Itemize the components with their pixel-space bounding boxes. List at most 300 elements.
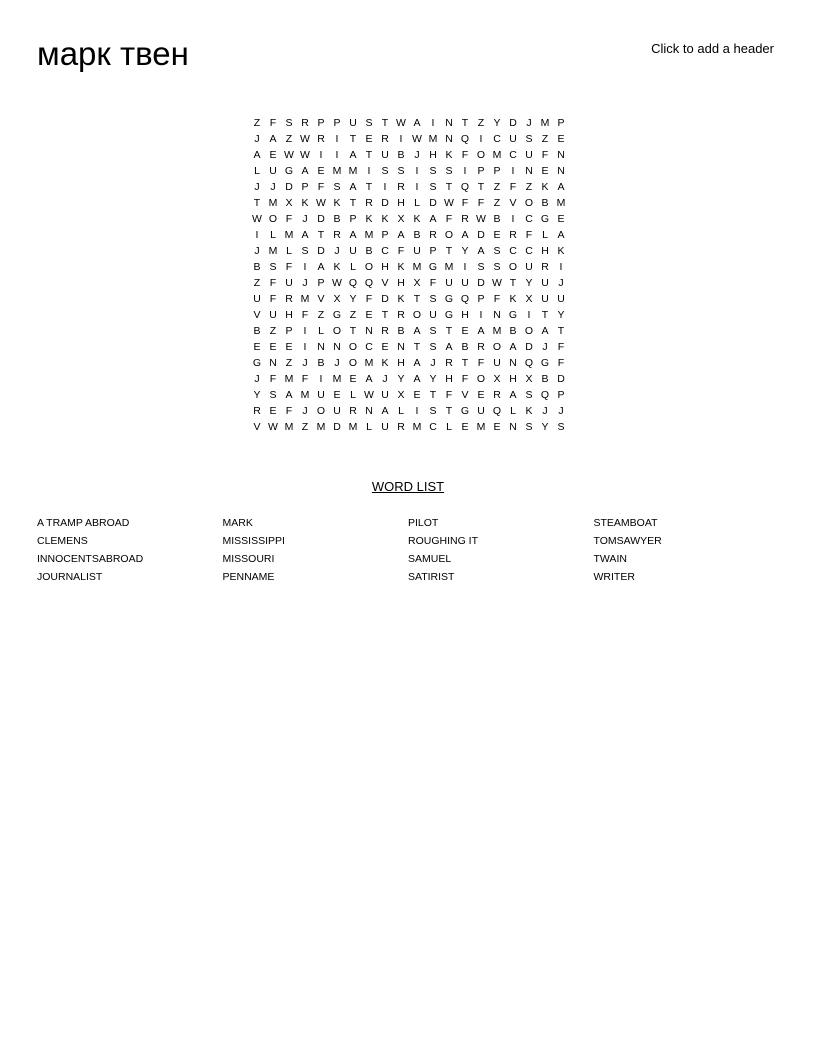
grid-letter: A xyxy=(509,341,517,353)
grid-letter: T xyxy=(365,181,373,193)
grid-letter: M xyxy=(476,421,486,433)
grid-letter: M xyxy=(332,373,342,385)
grid-letter: S xyxy=(525,389,533,401)
grid-letter: G xyxy=(540,357,550,369)
grid-letter: Z xyxy=(541,133,549,145)
grid-letter: R xyxy=(429,229,437,241)
grid-letter: U xyxy=(413,245,421,257)
grid-letter: U xyxy=(493,357,501,369)
grid-letter: D xyxy=(509,117,517,129)
grid-letter: G xyxy=(252,357,262,369)
add-header-placeholder[interactable]: Click to add a header xyxy=(651,41,774,56)
grid-letter: I xyxy=(319,373,323,385)
grid-letter: B xyxy=(509,325,517,337)
grid-letter: A xyxy=(301,229,309,241)
grid-letter: L xyxy=(318,325,324,337)
grid-letter: N xyxy=(525,165,533,177)
grid-letter: Z xyxy=(285,133,293,145)
grid-letter: V xyxy=(509,197,517,209)
grid-letter: W xyxy=(300,149,310,161)
grid-letter: K xyxy=(509,293,517,305)
grid-letter: F xyxy=(285,261,293,273)
grid-letter: F xyxy=(461,373,469,385)
grid-letter: G xyxy=(332,309,342,321)
grid-letter: G xyxy=(540,213,550,225)
grid-letter: R xyxy=(365,197,373,209)
grid-letter: T xyxy=(509,277,517,289)
grid-letter: H xyxy=(381,261,389,273)
grid-letter: O xyxy=(316,405,326,417)
grid-letter: Q xyxy=(364,277,374,289)
word-list-item: MISSOURI xyxy=(222,553,275,565)
grid-letter: W xyxy=(252,213,262,225)
grid-letter: I xyxy=(511,165,515,177)
grid-letter: R xyxy=(285,293,293,305)
grid-letter: R xyxy=(477,341,485,353)
grid-letter: H xyxy=(429,149,437,161)
grid-letter: S xyxy=(525,133,533,145)
grid-letter: L xyxy=(366,421,372,433)
grid-letter: E xyxy=(253,341,261,353)
grid-letter: S xyxy=(381,165,389,177)
grid-letter: A xyxy=(557,229,565,241)
grid-letter: N xyxy=(557,149,565,161)
grid-letter: C xyxy=(429,421,437,433)
grid-letter: P xyxy=(317,117,325,129)
grid-letter: K xyxy=(557,245,565,257)
grid-letter: U xyxy=(509,133,517,145)
grid-letter: V xyxy=(381,277,389,289)
grid-letter: I xyxy=(415,181,419,193)
grid-letter: E xyxy=(365,309,373,321)
grid-letter: F xyxy=(397,245,405,257)
grid-letter: E xyxy=(317,165,325,177)
grid-letter: A xyxy=(557,181,565,193)
grid-letter: I xyxy=(303,325,307,337)
grid-letter: G xyxy=(508,309,518,321)
grid-letter: W xyxy=(300,133,310,145)
grid-letter: S xyxy=(285,117,293,129)
grid-letter: F xyxy=(461,197,469,209)
grid-letter: B xyxy=(493,213,501,225)
grid-letter: N xyxy=(445,133,453,145)
grid-letter: W xyxy=(268,421,278,433)
grid-letter: I xyxy=(527,309,531,321)
grid-letter: S xyxy=(429,325,437,337)
grid-letter: O xyxy=(412,309,422,321)
word-list-item: TWAIN xyxy=(593,553,627,565)
grid-letter: G xyxy=(284,165,294,177)
grid-letter: J xyxy=(414,149,420,161)
grid-letter: I xyxy=(303,341,307,353)
grid-letter: L xyxy=(350,389,356,401)
grid-letter: J xyxy=(542,405,548,417)
grid-letter: X xyxy=(525,373,533,385)
grid-letter: R xyxy=(381,133,389,145)
grid-letter: C xyxy=(493,133,501,145)
grid-letter: M xyxy=(284,229,294,241)
grid-letter: O xyxy=(364,261,374,273)
grid-letter: E xyxy=(269,405,277,417)
grid-letter: S xyxy=(477,261,485,273)
grid-letter: X xyxy=(285,197,293,209)
grid-letter: E xyxy=(477,389,485,401)
grid-letter: F xyxy=(429,277,437,289)
grid-letter: I xyxy=(479,309,483,321)
grid-letter: J xyxy=(302,277,308,289)
grid-letter: M xyxy=(428,133,438,145)
grid-letter: R xyxy=(461,213,469,225)
grid-letter: U xyxy=(541,293,549,305)
grid-letter: P xyxy=(477,293,485,305)
grid-letter: N xyxy=(445,117,453,129)
word-list-item: WRITER xyxy=(593,571,635,583)
grid-letter: F xyxy=(509,181,517,193)
grid-letter: A xyxy=(413,117,421,129)
grid-letter: F xyxy=(317,181,325,193)
grid-letter: T xyxy=(461,117,469,129)
word-list-item: ROUGHING IT xyxy=(408,535,478,547)
grid-letter: S xyxy=(445,165,453,177)
grid-letter: O xyxy=(268,213,278,225)
grid-letter: N xyxy=(269,357,277,369)
grid-letter: U xyxy=(317,389,325,401)
grid-letter: E xyxy=(557,133,565,145)
grid-letter: J xyxy=(558,405,564,417)
grid-letter: S xyxy=(269,261,277,273)
grid-letter: V xyxy=(317,293,325,305)
grid-letter: B xyxy=(397,149,405,161)
grid-letter: I xyxy=(559,261,563,273)
grid-letter: S xyxy=(493,261,501,273)
grid-letter: J xyxy=(254,373,260,385)
grid-letter: T xyxy=(413,341,421,353)
grid-letter: R xyxy=(333,229,341,241)
grid-letter: A xyxy=(477,325,485,337)
grid-letter: P xyxy=(429,245,437,257)
grid-letter: E xyxy=(493,421,501,433)
grid-letter: F xyxy=(541,149,549,161)
grid-letter: R xyxy=(445,357,453,369)
grid-letter: K xyxy=(445,149,453,161)
grid-letter: F xyxy=(477,357,485,369)
grid-letter: X xyxy=(493,373,501,385)
grid-letter: K xyxy=(413,213,421,225)
grid-letter: T xyxy=(477,181,485,193)
grid-letter: T xyxy=(381,309,389,321)
grid-letter: U xyxy=(269,309,277,321)
grid-letter: R xyxy=(541,261,549,273)
grid-letter: I xyxy=(319,149,323,161)
grid-letter: Z xyxy=(493,197,501,209)
word-list-item: TOMSAWYER xyxy=(593,535,662,547)
grid-letter: R xyxy=(317,133,325,145)
grid-letter: W xyxy=(332,277,342,289)
grid-letter: O xyxy=(508,261,518,273)
grid-letter: F xyxy=(269,373,277,385)
grid-letter: P xyxy=(381,229,389,241)
grid-letter: Q xyxy=(524,357,534,369)
grid-letter: N xyxy=(509,357,517,369)
grid-letter: F xyxy=(445,213,453,225)
grid-letter: I xyxy=(511,213,515,225)
grid-letter: U xyxy=(541,277,549,289)
grid-letter: Q xyxy=(460,293,470,305)
grid-letter: L xyxy=(510,405,516,417)
grid-letter: N xyxy=(365,405,373,417)
grid-letter: Y xyxy=(429,373,437,385)
grid-letter: H xyxy=(397,197,405,209)
grid-letter: D xyxy=(317,213,325,225)
grid-letter: I xyxy=(399,133,403,145)
word-search-grid xyxy=(249,115,569,435)
grid-letter: P xyxy=(301,181,309,193)
grid-letter: J xyxy=(558,277,564,289)
grid-letter: L xyxy=(350,261,356,273)
grid-letter: E xyxy=(381,341,389,353)
grid-letter: I xyxy=(415,405,419,417)
grid-letter: F xyxy=(365,293,373,305)
grid-letter: S xyxy=(429,181,437,193)
grid-letter: Z xyxy=(317,309,325,321)
grid-letter: D xyxy=(317,245,325,257)
grid-letter: T xyxy=(429,389,437,401)
grid-letter: A xyxy=(349,181,357,193)
grid-letter: T xyxy=(413,293,421,305)
grid-letter: J xyxy=(334,245,340,257)
grid-letter: M xyxy=(412,261,422,273)
grid-letter: B xyxy=(333,213,341,225)
grid-letter: F xyxy=(269,277,277,289)
grid-letter: X xyxy=(413,277,421,289)
grid-letter: C xyxy=(525,213,533,225)
grid-letter: E xyxy=(413,389,421,401)
grid-letter: Y xyxy=(397,373,405,385)
grid-letter: Y xyxy=(461,245,469,257)
grid-letter: E xyxy=(557,213,565,225)
page-title: марк твен xyxy=(37,35,189,72)
grid-letter: T xyxy=(381,117,389,129)
grid-letter: U xyxy=(525,261,533,273)
grid-letter: N xyxy=(365,325,373,337)
grid-letter: H xyxy=(285,309,293,321)
grid-letter: A xyxy=(365,373,373,385)
grid-letter: I xyxy=(463,165,467,177)
grid-letter: K xyxy=(381,357,389,369)
grid-letter: A xyxy=(413,373,421,385)
grid-letter: A xyxy=(413,325,421,337)
word-list-item: JOURNALIST xyxy=(37,571,103,583)
grid-letter: M xyxy=(316,421,326,433)
grid-letter: N xyxy=(557,165,565,177)
grid-letter: A xyxy=(477,245,485,257)
grid-letter: G xyxy=(428,261,438,273)
grid-letter: O xyxy=(332,325,342,337)
grid-letter: K xyxy=(525,405,533,417)
grid-letter: M xyxy=(492,149,502,161)
grid-letter: S xyxy=(429,405,437,417)
grid-letter: M xyxy=(364,357,374,369)
grid-letter: E xyxy=(285,341,293,353)
grid-letter: F xyxy=(285,405,293,417)
grid-letter: N xyxy=(397,341,405,353)
grid-letter: F xyxy=(557,341,565,353)
grid-letter: W xyxy=(364,389,374,401)
grid-letter: S xyxy=(365,117,373,129)
grid-letter: M xyxy=(268,197,278,209)
grid-letter: L xyxy=(446,421,452,433)
grid-letter: J xyxy=(302,357,308,369)
word-list-item: PILOT xyxy=(408,517,439,529)
grid-letter: K xyxy=(365,213,373,225)
word-list-item: INNOCENTSABROAD xyxy=(37,553,144,565)
grid-letter: E xyxy=(493,229,501,241)
grid-letter: K xyxy=(381,213,389,225)
grid-letter: Z xyxy=(269,325,277,337)
grid-letter: T xyxy=(445,245,453,257)
grid-letter: A xyxy=(381,405,389,417)
grid-letter: B xyxy=(253,325,261,337)
grid-letter: M xyxy=(300,389,310,401)
grid-letter: H xyxy=(397,357,405,369)
grid-letter: Z xyxy=(477,117,485,129)
grid-letter: E xyxy=(365,133,373,145)
grid-letter: S xyxy=(397,165,405,177)
grid-letter: Z xyxy=(349,309,357,321)
grid-letter: E xyxy=(269,149,277,161)
grid-letter: O xyxy=(348,341,358,353)
grid-letter: A xyxy=(253,149,261,161)
grid-letter: O xyxy=(524,325,534,337)
grid-letter: K xyxy=(541,181,549,193)
grid-letter: A xyxy=(445,341,453,353)
grid-letter: B xyxy=(541,373,549,385)
grid-letter: T xyxy=(445,181,453,193)
grid-letter: Q xyxy=(492,405,502,417)
grid-letter: Y xyxy=(557,309,565,321)
grid-letter: H xyxy=(541,245,549,257)
grid-letter: T xyxy=(253,197,261,209)
grid-letter: N xyxy=(509,421,517,433)
grid-letter: P xyxy=(557,389,565,401)
grid-letter: Y xyxy=(349,293,357,305)
grid-letter: U xyxy=(333,405,341,417)
word-list-item: SAMUEL xyxy=(408,553,452,565)
grid-letter: L xyxy=(270,229,276,241)
grid-letter: I xyxy=(415,165,419,177)
grid-letter: T xyxy=(349,197,357,209)
word-list-item: PENNAME xyxy=(222,571,275,583)
grid-letter: P xyxy=(477,165,485,177)
grid-letter: F xyxy=(477,197,485,209)
grid-letter: Y xyxy=(493,117,501,129)
grid-letter: R xyxy=(253,405,261,417)
word-list-item: MISSISSIPPI xyxy=(222,535,285,547)
grid-letter: J xyxy=(302,213,308,225)
grid-letter: R xyxy=(397,309,405,321)
grid-letter: H xyxy=(445,373,453,385)
grid-letter: F xyxy=(269,293,277,305)
grid-letter: W xyxy=(412,133,422,145)
grid-letter: Z xyxy=(253,277,261,289)
grid-letter: K xyxy=(397,261,405,273)
grid-letter: J xyxy=(254,133,260,145)
grid-letter: Z xyxy=(285,357,293,369)
grid-letter: W xyxy=(284,149,294,161)
word-list-item: MARK xyxy=(222,517,253,529)
grid-letter: U xyxy=(253,293,261,305)
grid-letter: R xyxy=(349,405,357,417)
grid-letter: B xyxy=(413,229,421,241)
grid-letter: C xyxy=(381,245,389,257)
grid-letter: P xyxy=(349,213,357,225)
grid-letter: N xyxy=(333,341,341,353)
grid-letter: U xyxy=(429,309,437,321)
grid-letter: G xyxy=(460,405,470,417)
grid-letter: I xyxy=(335,149,339,161)
grid-letter: J xyxy=(430,357,436,369)
grid-letter: D xyxy=(429,197,437,209)
grid-letter: S xyxy=(269,389,277,401)
grid-letter: R xyxy=(301,117,309,129)
grid-letter: A xyxy=(285,389,293,401)
grid-letter: W xyxy=(444,197,454,209)
grid-letter: I xyxy=(255,229,259,241)
grid-letter: A xyxy=(397,229,405,241)
grid-letter: O xyxy=(444,229,454,241)
grid-letter: B xyxy=(397,325,405,337)
grid-letter: U xyxy=(461,277,469,289)
grid-letter: T xyxy=(445,405,453,417)
grid-letter: O xyxy=(476,149,486,161)
grid-letter: P xyxy=(493,165,501,177)
grid-letter: L xyxy=(414,197,420,209)
grid-letter: D xyxy=(381,293,389,305)
grid-letter: A xyxy=(509,389,517,401)
grid-letter: O xyxy=(476,373,486,385)
grid-letter: T xyxy=(445,325,453,337)
grid-letter: D xyxy=(525,341,533,353)
grid-letter: W xyxy=(492,277,502,289)
grid-letter: U xyxy=(445,277,453,289)
grid-letter: Q xyxy=(460,133,470,145)
grid-letter: H xyxy=(509,373,517,385)
grid-letter: T xyxy=(349,325,357,337)
grid-letter: F xyxy=(493,293,501,305)
grid-letter: M xyxy=(364,229,374,241)
grid-letter: I xyxy=(367,165,371,177)
grid-letter: H xyxy=(397,277,405,289)
grid-letter: Y xyxy=(525,277,533,289)
grid-letter: A xyxy=(541,325,549,337)
grid-letter: M xyxy=(300,293,310,305)
grid-letter: E xyxy=(333,389,341,401)
grid-letter: F xyxy=(301,373,309,385)
grid-letter: D xyxy=(285,181,293,193)
grid-letter: E xyxy=(461,325,469,337)
grid-letter: A xyxy=(461,229,469,241)
grid-letter: D xyxy=(477,277,485,289)
grid-letter: F xyxy=(301,309,309,321)
grid-letter: A xyxy=(429,213,437,225)
grid-letter: S xyxy=(429,293,437,305)
grid-letter: G xyxy=(444,293,454,305)
grid-letter: U xyxy=(477,405,485,417)
grid-letter: J xyxy=(302,405,308,417)
grid-letter: F xyxy=(461,149,469,161)
grid-letter: U xyxy=(349,245,357,257)
grid-letter: E xyxy=(349,373,357,385)
